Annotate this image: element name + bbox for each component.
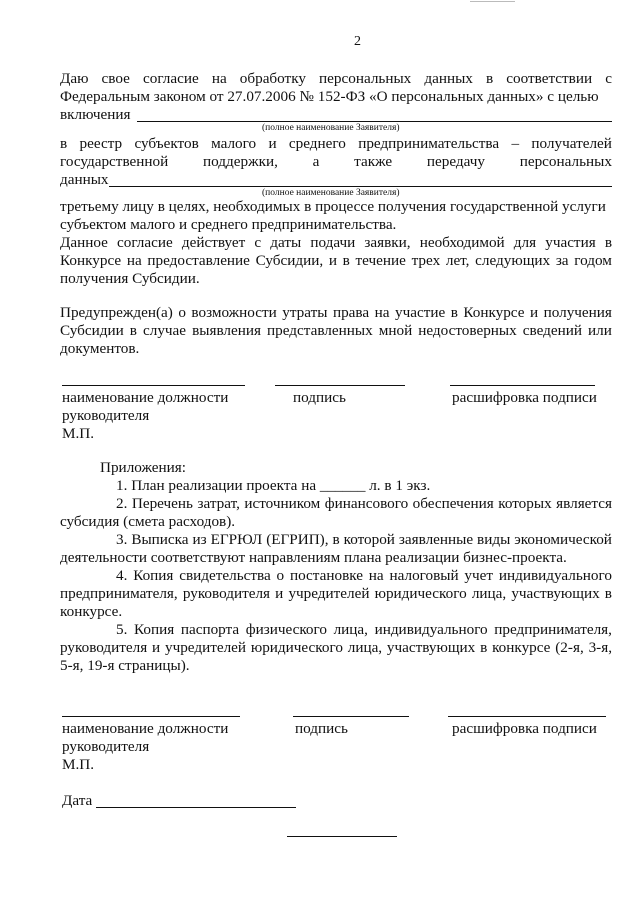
word: и: [268, 135, 277, 152]
word: на: [126, 252, 142, 269]
word: руководителя: [60, 639, 148, 656]
word: которых: [498, 495, 552, 512]
attachment-item-2-line-1: [116, 495, 612, 513]
word: согласие: [117, 234, 173, 251]
field-caption-1: (полное наименование Заявителя): [262, 123, 400, 133]
consent-line-7: третьему лицу в целях, необходимых в процессе получения государственной услуги: [60, 198, 606, 215]
warning-line-2: [60, 322, 612, 340]
attachments-heading: Приложения:: [100, 459, 186, 476]
word: ЕГРЮЛ: [210, 531, 263, 548]
word: Предупрежден(а): [60, 304, 173, 321]
word: Выписка: [131, 531, 189, 548]
word: лица,: [471, 585, 507, 602]
footer-divider: [287, 836, 397, 837]
word: о: [178, 304, 186, 321]
position-label-1b: руководителя: [62, 407, 150, 424]
stamp-label-1: М.П.: [62, 425, 95, 442]
signature-label-1: подпись: [293, 389, 346, 406]
word: учредителей: [164, 639, 247, 656]
word: предпринимателя,: [494, 621, 612, 638]
date-field[interactable]: [96, 807, 296, 808]
word: права: [332, 304, 370, 321]
word: о: [276, 567, 285, 584]
word: следующих: [475, 252, 551, 269]
field-caption-2: (полное наименование Заявителя): [262, 188, 400, 198]
word: –: [511, 135, 520, 152]
word: (ЕГРИП),: [266, 531, 329, 548]
word: Субсидии: [60, 322, 124, 339]
attachment-item-2-line-2: субсидия (смета расходов).: [60, 513, 236, 530]
word: и: [152, 639, 161, 656]
consent-line-3-label: включения: [60, 106, 131, 123]
word: 2.: [116, 495, 128, 512]
word: предоставление: [147, 252, 250, 269]
word: Данное: [60, 234, 108, 251]
word: юридического: [374, 585, 467, 602]
word: свое: [101, 70, 130, 87]
word: участия: [545, 234, 596, 251]
word: физического: [245, 621, 327, 638]
word: Копия: [134, 621, 175, 638]
decoding-label-2: расшифровка подписи: [452, 720, 597, 737]
word: лет,: [445, 252, 470, 269]
word: за: [555, 252, 569, 269]
word: 4.: [116, 567, 128, 584]
attachment-item-5-line-1: [116, 621, 612, 639]
attachment-item-5-line-2: [60, 639, 612, 657]
word: источником: [244, 495, 321, 512]
word: с: [254, 234, 262, 251]
word: и: [328, 252, 337, 269]
word: или: [588, 322, 612, 339]
position-label-2: наименование должности: [62, 720, 229, 737]
word: конкурсе: [492, 639, 551, 656]
word: сведений: [522, 322, 582, 339]
word: (2-я,: [555, 639, 584, 656]
word: учет: [464, 567, 494, 584]
attachment-item-5-line-3: 5-я, 19-я страницы).: [60, 657, 190, 674]
word: в: [60, 135, 68, 152]
warning-line-1: [60, 304, 612, 322]
position-field-1[interactable]: [62, 385, 245, 386]
word: обработку: [239, 70, 306, 87]
word: Конкурсе: [60, 252, 122, 269]
word: течение: [355, 252, 406, 269]
word: предпринимателя,: [60, 585, 178, 602]
word: с: [605, 70, 612, 87]
word: персональных: [319, 70, 412, 87]
word: соответствии: [506, 70, 593, 87]
word: а: [312, 153, 320, 170]
word: выявления: [192, 322, 261, 339]
word: которой: [343, 531, 395, 548]
word: Конкурсе: [463, 304, 525, 321]
word: 5.: [116, 621, 128, 638]
word: в: [450, 304, 458, 321]
word: на: [374, 304, 390, 321]
word: Перечень: [131, 495, 193, 512]
word: для: [513, 234, 537, 251]
signature-field-2[interactable]: [293, 716, 409, 717]
word: заявленные: [398, 531, 474, 548]
consent-line-6-label: данных: [60, 171, 109, 188]
word: в: [332, 531, 340, 548]
page-number: 2: [354, 34, 361, 49]
decoding-field-2[interactable]: [448, 716, 606, 717]
consent-line-1: [60, 70, 612, 88]
applicant-name-field-2[interactable]: [109, 186, 612, 187]
consent-line-2: Федеральным законом от 27.07.2006 № 152-ФЗ «О персональных данных» с целью: [60, 88, 599, 105]
word: предпринимательства: [358, 135, 500, 152]
word: является: [556, 495, 612, 512]
attachment-item-3-line-1: [116, 531, 612, 549]
warning-line-3: документов.: [60, 340, 140, 357]
validity-line-1: [60, 234, 612, 252]
validity-line-2: [60, 252, 612, 270]
attachment-item-4-line-1: [116, 567, 612, 585]
position-field-2[interactable]: [62, 716, 240, 717]
word: субъектов: [134, 135, 199, 152]
word: среднего: [288, 135, 346, 152]
word: мной: [378, 322, 413, 339]
word: руководителя: [182, 585, 271, 602]
word: случае: [143, 322, 187, 339]
word: на: [368, 567, 384, 584]
word: Даю: [60, 70, 89, 87]
word: обеспечения: [412, 495, 494, 512]
word: лица,: [333, 621, 368, 638]
word: получения: [543, 304, 612, 321]
applicant-name-field-1[interactable]: [137, 121, 612, 122]
word: индивидуального: [374, 621, 488, 638]
word: в: [604, 234, 612, 251]
word: из: [192, 531, 207, 548]
word: подачи: [310, 234, 356, 251]
position-label-2b: руководителя: [62, 738, 150, 755]
word: 3.: [116, 531, 128, 548]
word: виды: [477, 531, 511, 548]
position-label-1: наименование должности: [62, 389, 229, 406]
word: трех: [411, 252, 441, 269]
signature-field-1[interactable]: [275, 385, 405, 386]
word: государственной: [60, 153, 169, 170]
word: участвующих: [511, 585, 600, 602]
signature-label-2: подпись: [295, 720, 348, 737]
consent-line-5: [60, 153, 612, 171]
word: поддержки,: [203, 153, 278, 170]
word: заявки,: [364, 234, 411, 251]
word: свидетельства: [179, 567, 271, 584]
word: затрат,: [197, 495, 240, 512]
word: персональных: [519, 153, 612, 170]
word: Субсидии,: [255, 252, 324, 269]
word: в: [480, 639, 488, 656]
word: годом: [574, 252, 612, 269]
word: налоговый: [389, 567, 459, 584]
word: Копия: [133, 567, 174, 584]
word: данных: [424, 70, 473, 87]
word: возможности: [191, 304, 277, 321]
word: и: [529, 304, 539, 321]
word: финансового: [324, 495, 409, 512]
attachment-item-4-line-2: [60, 585, 612, 603]
word: малого: [211, 135, 257, 152]
word: утраты: [282, 304, 328, 321]
word: реестр: [79, 135, 123, 152]
consent-line-8: субъектом малого и среднего предпринимательства.: [60, 216, 397, 233]
word: получателей: [531, 135, 612, 152]
word: согласие: [142, 70, 199, 87]
word: 3-я,: [588, 639, 612, 656]
word: и: [275, 585, 284, 602]
word: участие: [394, 304, 446, 321]
consent-line-4: [60, 135, 612, 153]
attachment-item-1: 1. План реализации проекта на ______ л. в 1 экз.: [116, 477, 431, 494]
word: даты: [270, 234, 302, 251]
word: учредителей: [288, 585, 370, 602]
word: юридического: [250, 639, 343, 656]
word: необходимой: [419, 234, 505, 251]
word: паспорта: [180, 621, 240, 638]
attachment-item-4-line-3: конкурсе.: [60, 603, 123, 620]
validity-line-3: получения Субсидии.: [60, 270, 200, 287]
decoding-field-1[interactable]: [450, 385, 595, 386]
decoding-label-1: расшифровка подписи: [452, 389, 597, 406]
scan-artifact: [470, 1, 515, 2]
word: представленных: [267, 322, 373, 339]
word: также: [354, 153, 393, 170]
word: на: [211, 70, 227, 87]
word: экономической: [514, 531, 612, 548]
word: индивидуального: [498, 567, 612, 584]
word: в: [604, 585, 612, 602]
word: постановке: [289, 567, 363, 584]
date-label: Дата: [62, 792, 93, 809]
word: в: [486, 70, 494, 87]
word: в: [342, 252, 350, 269]
word: действует: [181, 234, 246, 251]
word: участвующих: [386, 639, 476, 656]
attachment-item-3-line-2: деятельности соответствуют направлениям плана реализации бизнес-проекта.: [60, 549, 567, 566]
word: недостоверных: [418, 322, 517, 339]
word: в: [129, 322, 137, 339]
stamp-label-2: М.П.: [62, 756, 95, 773]
word: лица,: [347, 639, 383, 656]
word: передачу: [426, 153, 485, 170]
